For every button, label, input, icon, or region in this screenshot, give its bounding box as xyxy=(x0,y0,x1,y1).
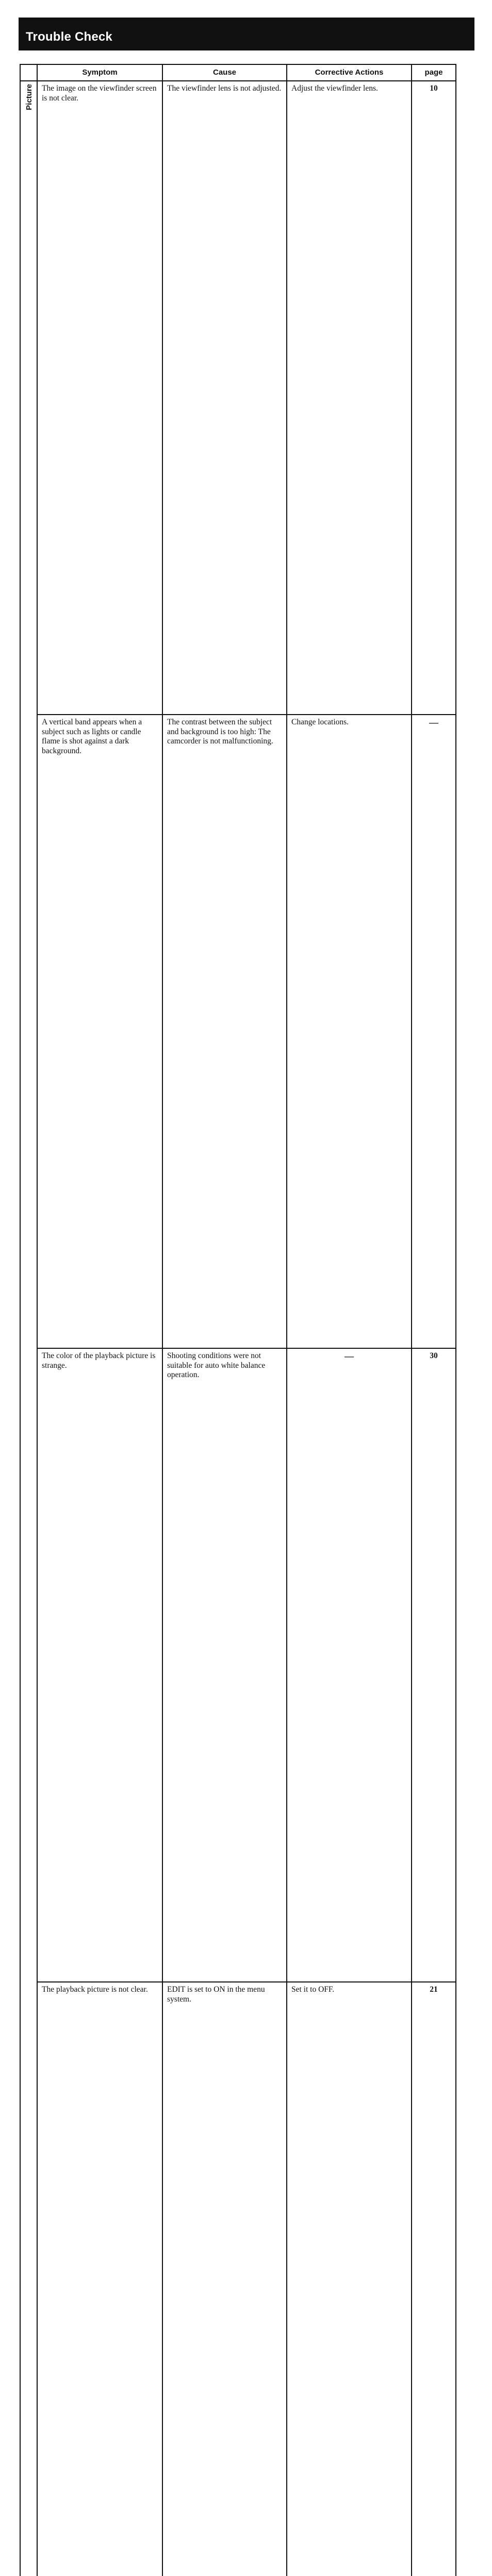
table-row xyxy=(20,81,456,715)
category-column-header xyxy=(20,64,37,81)
page-column-header: page xyxy=(412,64,456,81)
page-cell xyxy=(412,715,456,1348)
cause-cell: The viewfinder lens is not adjusted. xyxy=(162,81,287,715)
title-bar xyxy=(19,18,474,50)
table-row xyxy=(20,1982,456,2576)
table-header-row xyxy=(20,64,456,81)
trouble-check-table xyxy=(20,64,456,2576)
symptom-cell: The playback picture is not clear. xyxy=(37,1982,162,2576)
symptom-cell: The color of the playback picture is strange. xyxy=(37,1348,162,1982)
symptom-column-header: Symptom xyxy=(37,64,162,81)
action-cell: Adjust the viewfinder lens. xyxy=(287,81,412,715)
page-cell: 21 xyxy=(412,1982,456,2576)
action-dash: — xyxy=(345,1351,354,1361)
action-cell: Change locations. xyxy=(287,715,412,1348)
page-dash: — xyxy=(429,717,438,727)
action-cell xyxy=(287,1348,412,1982)
table-row xyxy=(20,1348,456,1982)
category-picture xyxy=(20,81,37,2576)
category-label: Picture xyxy=(25,84,34,110)
cause-cell: Shooting conditions were not suitable for auto white balance operation. xyxy=(162,1348,287,1982)
cause-column-header: Cause xyxy=(162,64,287,81)
table-row xyxy=(20,715,456,1348)
page-cell: 10 xyxy=(412,81,456,715)
page-title: Trouble Check xyxy=(26,30,112,44)
action-cell: Set it to OFF. xyxy=(287,1982,412,2576)
cause-cell: The contrast between the subject and background is too high: The camcorder is not malfunctioning. xyxy=(162,715,287,1348)
cause-cell: EDIT is set to ON in the menu system. xyxy=(162,1982,287,2576)
actions-column-header: Corrective Actions xyxy=(287,64,412,81)
symptom-cell: The image on the viewfinder screen is not clear. xyxy=(37,81,162,715)
page-cell: 30 xyxy=(412,1348,456,1982)
symptom-cell: A vertical band appears when a subject such as lights or candle flame is shot against a dark background. xyxy=(37,715,162,1348)
